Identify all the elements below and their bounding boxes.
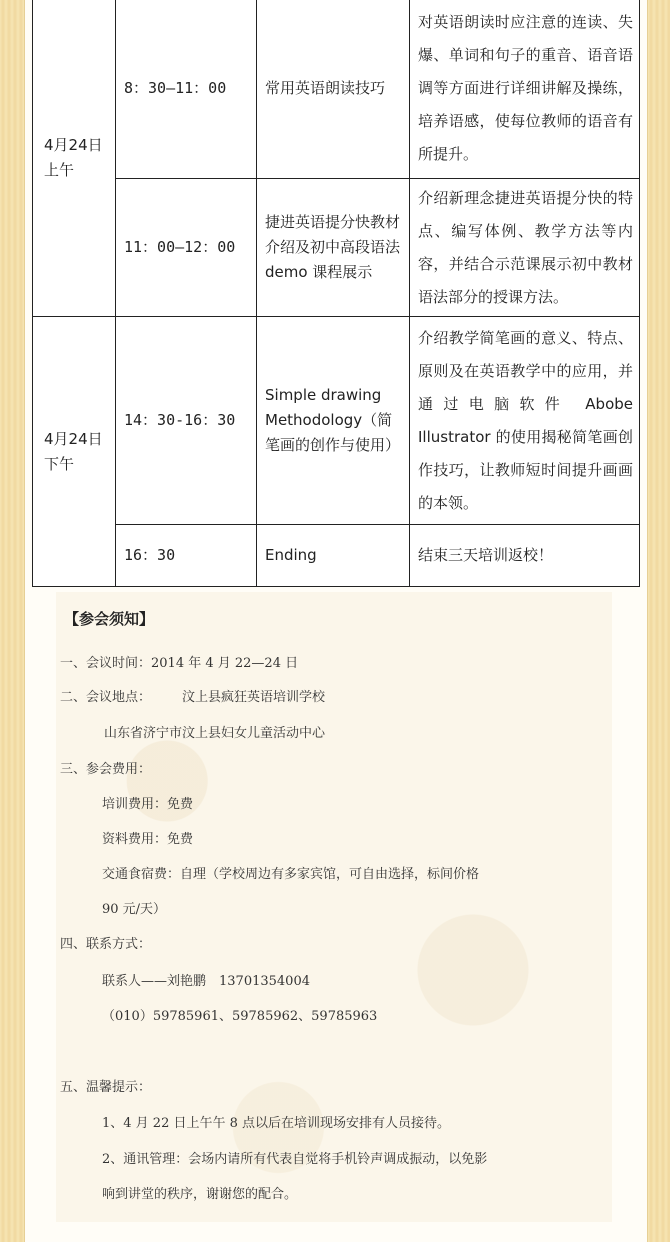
notice-title: 【参会须知】: [64, 610, 155, 628]
topic-cell: Simple drawing Methodology（简笔画的创作与使用）: [257, 317, 410, 525]
date-text: 4月24日上午: [44, 135, 103, 179]
venue-label: 二、会议地点：: [60, 690, 152, 705]
description-cell: 对英语朗读时应注意的连读、失爆、单词和句子的重音、语音语调等方面进行详细讲解及操练，培养语感，使每位教师的语音有所提升。: [410, 0, 640, 179]
topic-cell: 常用英语朗读技巧: [257, 0, 410, 179]
schedule-table: [32, 0, 640, 587]
fees-label: 三、参会费用：: [60, 762, 152, 777]
time-cell: 8：30—11：00: [116, 0, 257, 179]
time-cell: 11：00—12：00: [116, 179, 257, 317]
transport-fee: 交通食宿费：自理（学校周边有多家宾馆，可自由选择，标间价格: [102, 867, 480, 882]
tip-reception: 1、4 月 22 日上午午 8 点以后在培训现场安排有人员接待。: [102, 1116, 451, 1131]
meeting-time: 一、会议时间：2014 年 4 月 22—24 日: [60, 656, 299, 671]
table-row: [33, 317, 640, 525]
date-cell: [33, 317, 116, 587]
table-row: [33, 179, 640, 317]
time-cell: 14：30-16：30: [116, 317, 257, 525]
date-text: 4月24日下午: [44, 429, 103, 473]
description-cell: 结束三天培训返校！: [410, 525, 640, 587]
venue-name: 汶上县疯狂英语培训学校: [182, 690, 326, 705]
venue-address: 山东省济宁市汶上县妇女儿童活动中心: [104, 726, 326, 741]
contact-phones: （010）59785961、59785962、59785963: [102, 1009, 378, 1024]
table-row: [33, 0, 640, 179]
contact-person: 联系人——刘艳鹏 13701354004: [102, 974, 310, 989]
topic-cell: Ending: [257, 525, 410, 587]
date-cell: [33, 0, 116, 317]
time-cell: 16：30: [116, 525, 257, 587]
material-fee: 资料费用：免费: [102, 832, 194, 847]
tip-communication: 2、通讯管理：会场内请所有代表自觉将手机铃声调成振动，以免影: [102, 1152, 488, 1167]
transport-fee-cont: 90 元/天）: [102, 902, 167, 917]
table-row: [33, 525, 640, 587]
tip-communication-cont: 响到讲堂的秩序，谢谢您的配合。: [102, 1187, 298, 1202]
training-fee: 培训费用：免费: [102, 797, 194, 812]
topic-text: 捷进英语提分快教材介绍及初中高段语法 demo 课程展示: [265, 213, 401, 281]
contact-label: 四、联系方式：: [60, 937, 152, 952]
topic-cell: [257, 179, 410, 317]
tips-label: 五、温馨提示：: [60, 1080, 152, 1095]
description-cell: 介绍教学简笔画的意义、特点、原则及在英语教学中的应用，并通过电脑软件 Abobe Illustrator 的使用揭秘简笔画创作技巧，让教师短时间提升画画的本领。: [410, 317, 640, 525]
description-cell: 介绍新理念捷进英语提分快的特点、编写体例、教学方法等内容，并结合示范课展示初中教材语法部分的授课方法。: [410, 179, 640, 317]
